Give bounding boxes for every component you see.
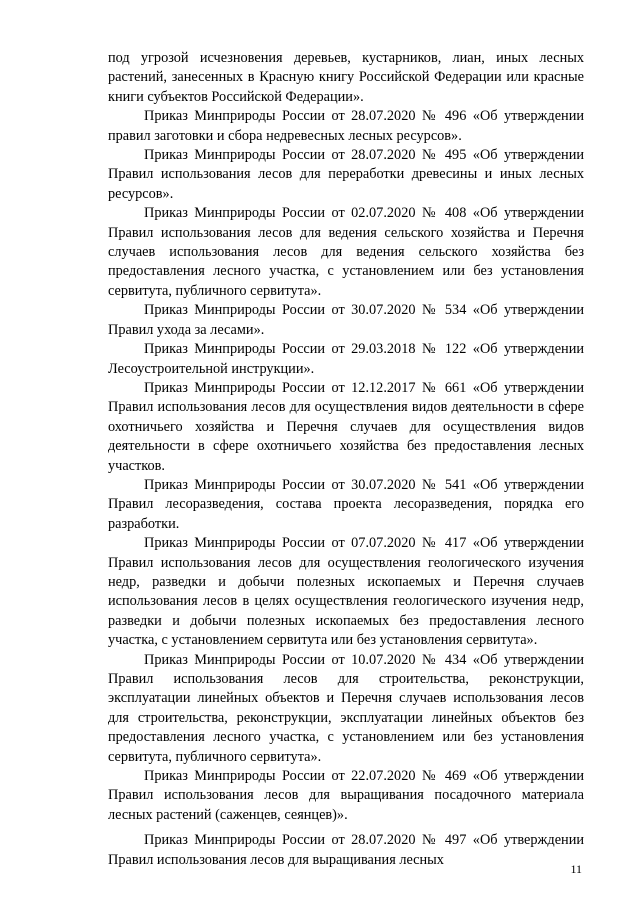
paragraph-10: Приказ Минприроды России от 10.07.2020 № 434 «Об утверждении Правил использования лесов для строительства, реконструкции, эксплуатации линейных объектов и Перечня случаев использования лесов для строительства, реконструкции, эксплуатации линейных объектов без предоставления лесного участка, с установлением или без установления сервитута, публичного сервитута». (108, 651, 584, 765)
document-body (108, 49, 584, 870)
paragraph-12: Приказ Минприроды России от 28.07.2020 № 497 «Об утверждении Правил использования лесов для выращивания лесных (108, 832, 584, 868)
paragraph-5: Приказ Минприроды России от 30.07.2020 № 534 «Об утверждении Правил ухода за лесами». (108, 302, 584, 338)
paragraph-1: под угрозой исчезновения деревьев, кустарников, лиан, иных лесных растений, занесенных в Красную книгу Российской Федерации или красные книги субъектов Российской Федерации». (108, 50, 584, 105)
paragraph-9: Приказ Минприроды России от 07.07.2020 № 417 «Об утверждении Правил использования лесов для осуществления геологического изучения недр, разведки и добычи полезных ископаемых и Перечня случаев использования лесов в целях осуществления геологического изучения недр, разведки и добычи полезных ископаемых без предоставления лесного участка, с установлением сервитута или без установления сервитута». (108, 535, 584, 649)
paragraph-11: Приказ Минприроды России от 22.07.2020 № 469 «Об утверждении Правил использования лесов для выращивания посадочного материала лесных растений (саженцев, сеянцев)». (108, 768, 584, 823)
paragraph-3: Приказ Минприроды России от 28.07.2020 № 495 «Об утверждении Правил использования лесов для переработки древесины и иных лесных ресурсов». (108, 147, 584, 202)
paragraph-4: Приказ Минприроды России от 02.07.2020 № 408 «Об утверждении Правил использования лесов для ведения сельского хозяйства и Перечня случаев использования лесов для ведения сельского хозяйства без предоставления лесного участка, с установлением или без установления сервитута, публичного сервитута». (108, 205, 584, 299)
paragraph-7: Приказ Минприроды России от 12.12.2017 № 661 «Об утверждении Правил использования лесов для осуществления видов деятельности в сфере охотничьего хозяйства и Перечня случаев для осуществления видов деятельности в сфере охотничьего хозяйства без предоставления лесных участков. (108, 379, 584, 474)
paragraph-6: Приказ Минприроды России от 29.03.2018 № 122 «Об утверждении Лесоустроительной инструкции». (108, 341, 584, 377)
paragraph-2: Приказ Минприроды России от 28.07.2020 № 496 «Об утверждении правил заготовки и сбора недревесных лесных ресурсов». (108, 108, 584, 144)
paragraph-8: Приказ Минприроды России от 30.07.2020 № 541 «Об утверждении Правил лесоразведения, состава проекта лесоразведения, порядка его разработки. (108, 476, 584, 532)
page-number: 11 (570, 862, 582, 876)
